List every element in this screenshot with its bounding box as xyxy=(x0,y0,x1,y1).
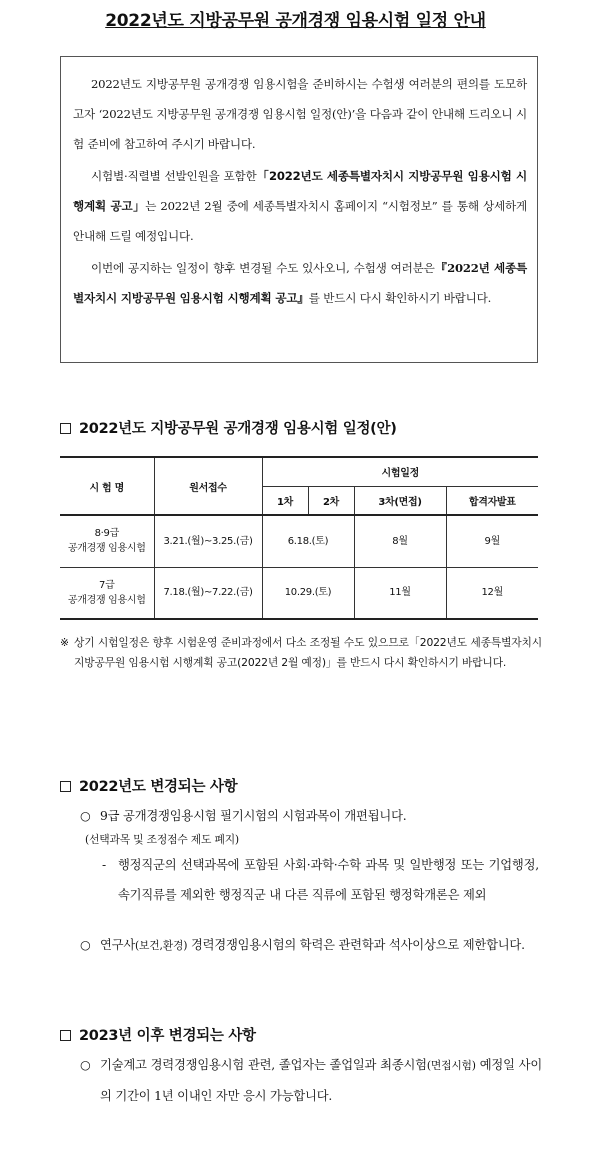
change-item-1-text: 9급 공개경쟁임용시험 필기시험의 시험과목이 개편됩니다. xyxy=(100,809,407,823)
intro-notice-box xyxy=(60,56,538,363)
circle-bullet-icon: ○ xyxy=(80,809,91,823)
intro-announcement-title-2: 『2022년 세종특별자치시 지방공무원 임용시험 시행계획 공고』 xyxy=(73,261,528,305)
table-row xyxy=(60,567,538,619)
header-result: 합격자발표 xyxy=(446,486,538,515)
change-2023-item-1 xyxy=(80,1050,542,1111)
interview-cell: 11월 xyxy=(354,567,446,619)
change-2023-item-1-start: 기술계고 경력경쟁임용시험 관련, 졸업자는 졸업일과 최종시험 xyxy=(100,1058,427,1072)
change-2023-item-1-qualifier: (면접시험) xyxy=(426,1059,476,1072)
change-2023-item-1-end: 예정일 사이의 기간이 1년 이내인 자만 응시 가능합니다. xyxy=(100,1058,543,1103)
intro-paragraph-2 xyxy=(73,161,527,251)
intro-paragraph-3 xyxy=(73,253,527,313)
change-item-2-start: 연구사 xyxy=(100,938,136,952)
schedule-heading-text: 2022년도 지방공무원 공개경쟁 임용시험 일정(안) xyxy=(79,421,397,437)
result-cell: 9월 xyxy=(446,515,538,567)
intro-paragraph-3-end: 를 반드시 다시 확인하시기 바랍니다. xyxy=(308,291,492,305)
square-bullet-icon xyxy=(60,781,71,792)
exam-type: 공개경쟁 임용시험 xyxy=(67,543,146,555)
change-item-2-text xyxy=(80,930,542,961)
change-item-2 xyxy=(80,930,542,961)
exam-grade: 7급 xyxy=(99,579,115,591)
square-bullet-icon xyxy=(60,1030,71,1041)
interview-cell: 8월 xyxy=(354,515,446,567)
changes-2022-heading-text: 2022년도 변경되는 사항 xyxy=(79,779,238,795)
changes-2023-heading-text: 2023년 이후 변경되는 사항 xyxy=(79,1028,256,1044)
intro-paragraph-2-start: 시험별·직렬별 선발인원을 포함한 xyxy=(91,169,257,183)
change-item-1-subnote: (선택과목 및 조정점수 제도 폐지) xyxy=(85,833,239,846)
intro-announcement-title: 「2022년도 세종특별자치시 지방공무원 임용시험 시행계획 공고」 xyxy=(73,169,528,213)
table-footnote xyxy=(60,633,542,673)
header-round2: 2차 xyxy=(308,486,354,515)
change-item-1 xyxy=(80,803,542,829)
square-bullet-icon xyxy=(60,423,71,434)
changes-2023-heading xyxy=(60,1024,256,1045)
written-exam-date-cell: 10.29.(토) xyxy=(262,567,354,619)
reference-mark-icon: ※ xyxy=(60,636,69,649)
exam-grade: 8·9급 xyxy=(94,528,119,540)
schedule-section-heading xyxy=(60,417,397,438)
result-cell: 12월 xyxy=(446,567,538,619)
application-period-cell: 3.21.(월)~3.25.(금) xyxy=(154,515,262,567)
intro-paragraph-3-start: 이번에 공지하는 일정이 향후 변경될 수도 있사오니, 수험생 여러분은 xyxy=(91,261,435,275)
table-row xyxy=(60,515,538,567)
change-item-1-detail xyxy=(102,850,539,910)
changes-2022-heading xyxy=(60,775,237,796)
intro-paragraph-2-end: 는 2022년 2월 중에 세종특별자치시 홈페이지 “시험정보” 를 통해 상세하게 안내해 드릴 예정입니다. xyxy=(73,199,527,243)
header-round1: 1차 xyxy=(262,486,308,515)
exam-name-cell xyxy=(60,515,154,567)
header-schedule: 시험일정 xyxy=(262,457,538,486)
circle-bullet-icon: ○ xyxy=(80,1058,91,1072)
header-exam-name: 시 험 명 xyxy=(60,457,154,515)
intro-paragraph-1: 2022년도 지방공무원 공개경쟁 임용시험을 준비하시는 수험생 여러분의 편의를 도모하고자 ‘2022년도 지방공무원 공개경쟁 임용시험 일정(안)’을 다음과 같이 안내해 드리오니 시험 준비에 참고하여 주시기 바랍니다. xyxy=(73,77,527,151)
application-period-cell: 7.18.(월)~7.22.(금) xyxy=(154,567,262,619)
dash-bullet-icon: - xyxy=(102,858,106,872)
page-title: 2022년도 지방공무원 공개경쟁 임용시험 일정 안내 xyxy=(105,11,486,31)
change-item-1-detail-text: 행정직군의 선택과목에 포함된 사회·과학·수학 과목 및 일반행정 또는 기업행정, 속기직류를 제외한 행정직군 내 다른 직류에 포함된 행정학개론은 제외 xyxy=(118,858,539,902)
circle-bullet-icon: ○ xyxy=(80,938,91,952)
header-application: 원서접수 xyxy=(154,457,262,515)
written-exam-date-cell: 6.18.(토) xyxy=(262,515,354,567)
change-item-2-qualifier: (보건,환경) xyxy=(135,939,188,952)
change-item-2-end: 경력경쟁임용시험의 학력은 관련학과 석사이상으로 제한합니다. xyxy=(187,938,525,952)
exam-name-cell xyxy=(60,567,154,619)
footnote-text: 상기 시험일정은 향후 시험운영 준비과정에서 다소 조정될 수도 있으므로「2022년도 세종특별자치시 지방공무원 임용시험 시행계획 공고(2022년 2월 예정)」를 반드시 다시 확인하시기 바랍니다. xyxy=(74,636,542,669)
header-round3: 3차(면접) xyxy=(354,486,446,515)
schedule-table xyxy=(60,456,538,620)
change-2023-item-1-text xyxy=(80,1050,542,1111)
exam-type: 공개경쟁 임용시험 xyxy=(67,594,146,606)
